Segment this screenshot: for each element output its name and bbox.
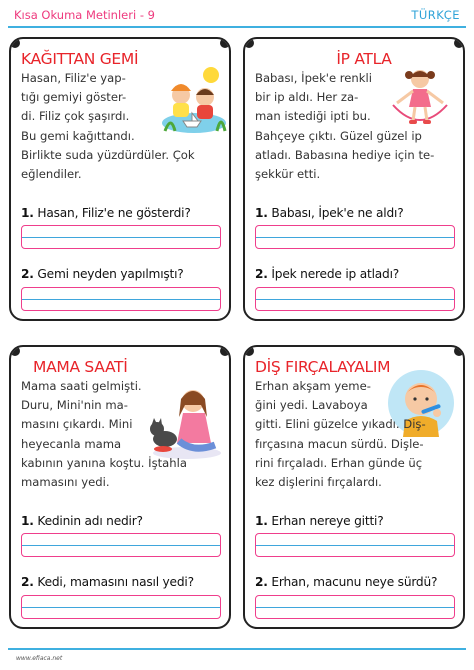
footer-divider	[8, 648, 466, 650]
story-line: eğlendiler.	[21, 167, 82, 182]
answer-field-1[interactable]	[21, 225, 221, 249]
story-line: rini fırçaladı. Erhan günde üç	[255, 455, 423, 470]
reading-card-kagittan-gemi	[9, 37, 231, 321]
answer-field-2[interactable]	[255, 287, 455, 311]
answer-field-1[interactable]	[255, 533, 455, 557]
page-header	[0, 0, 474, 30]
header-divider	[8, 26, 466, 28]
subject-label: TÜRKÇE	[411, 8, 460, 22]
question-2: 2. Kedi, mamasını nasıl yedi?	[21, 575, 194, 589]
story-line: Bahçeye çıktı. Güzel güzel ip	[255, 128, 422, 143]
story-line: Bu gemi kağıttandı.	[21, 128, 135, 143]
story-line: atladı. Babasına hediye için te-	[255, 147, 435, 162]
answer-field-2[interactable]	[21, 595, 221, 619]
card-title: İP ATLA	[336, 50, 392, 68]
answer-field-1[interactable]	[255, 225, 455, 249]
story-text	[21, 377, 225, 492]
story-line: man istediği ipti bu.	[255, 109, 371, 124]
question-1: 1. Erhan nereye gitti?	[255, 514, 384, 528]
story-line: heyecanla mama	[21, 436, 122, 451]
answer-field-2[interactable]	[255, 595, 455, 619]
answer-field-2[interactable]	[21, 287, 221, 311]
story-line: fırçasına macun sürdü. Dişle-	[255, 436, 424, 451]
story-line: Erhan akşam yeme-	[255, 379, 371, 393]
story-line: mamasını yedi.	[21, 475, 110, 490]
story-line: kez dişlerini fırçalardı.	[255, 475, 382, 490]
story-line: masını çıkardı. Mini	[21, 417, 133, 432]
question-1: 1. Kedinin adı nedir?	[21, 514, 143, 528]
story-line: şekkür etti.	[255, 167, 321, 182]
card-title: DİŞ FIRÇALAYALIM	[255, 358, 391, 376]
question-1: 1. Hasan, Filiz'e ne gösterdi?	[21, 206, 191, 220]
story-line: Birlikte suda yüzdürdüler. Çok	[21, 147, 195, 162]
page-title: Kısa Okuma Metinleri - 9	[14, 8, 155, 22]
story-line: tığı gemiyi göster-	[21, 90, 127, 105]
question-2: 2. Erhan, macunu neye sürdü?	[255, 575, 438, 589]
page-footer	[0, 648, 474, 670]
story-line: di. Filiz çok şaşırdı.	[21, 109, 130, 124]
answer-field-1[interactable]	[21, 533, 221, 557]
card-title: MAMA SAATİ	[33, 358, 128, 376]
story-line: bir ip aldı. Her za-	[255, 90, 359, 105]
question-2: 2. İpek nerede ip atladı?	[255, 267, 400, 281]
story-line: Hasan, Filiz'e yap-	[21, 71, 126, 85]
story-line: Mama saati gelmişti.	[21, 379, 142, 393]
footer-site[interactable]: www.efiaca.net	[16, 655, 63, 662]
reading-card-dis-fircalayalim	[243, 345, 465, 629]
story-line: Babası, İpek'e renkli	[255, 71, 372, 85]
reading-card-mama-saati	[9, 345, 231, 629]
question-1: 1. Babası, İpek'e ne aldı?	[255, 206, 404, 220]
story-text	[21, 69, 225, 184]
question-2: 2. Gemi neyden yapılmıştı?	[21, 267, 184, 281]
story-text	[255, 69, 459, 184]
story-line: ğini yedi. Lavaboya	[255, 398, 368, 413]
story-line: kabının yanına koştu. İştahla	[21, 455, 187, 470]
story-line: Duru, Mini'nin ma-	[21, 398, 128, 413]
card-title: KAĞITTAN GEMİ	[21, 50, 139, 68]
reading-card-ip-atla	[243, 37, 465, 321]
story-line: gitti. Elini güzelce yıkadı. Diş-	[255, 417, 426, 432]
story-text	[255, 377, 459, 492]
